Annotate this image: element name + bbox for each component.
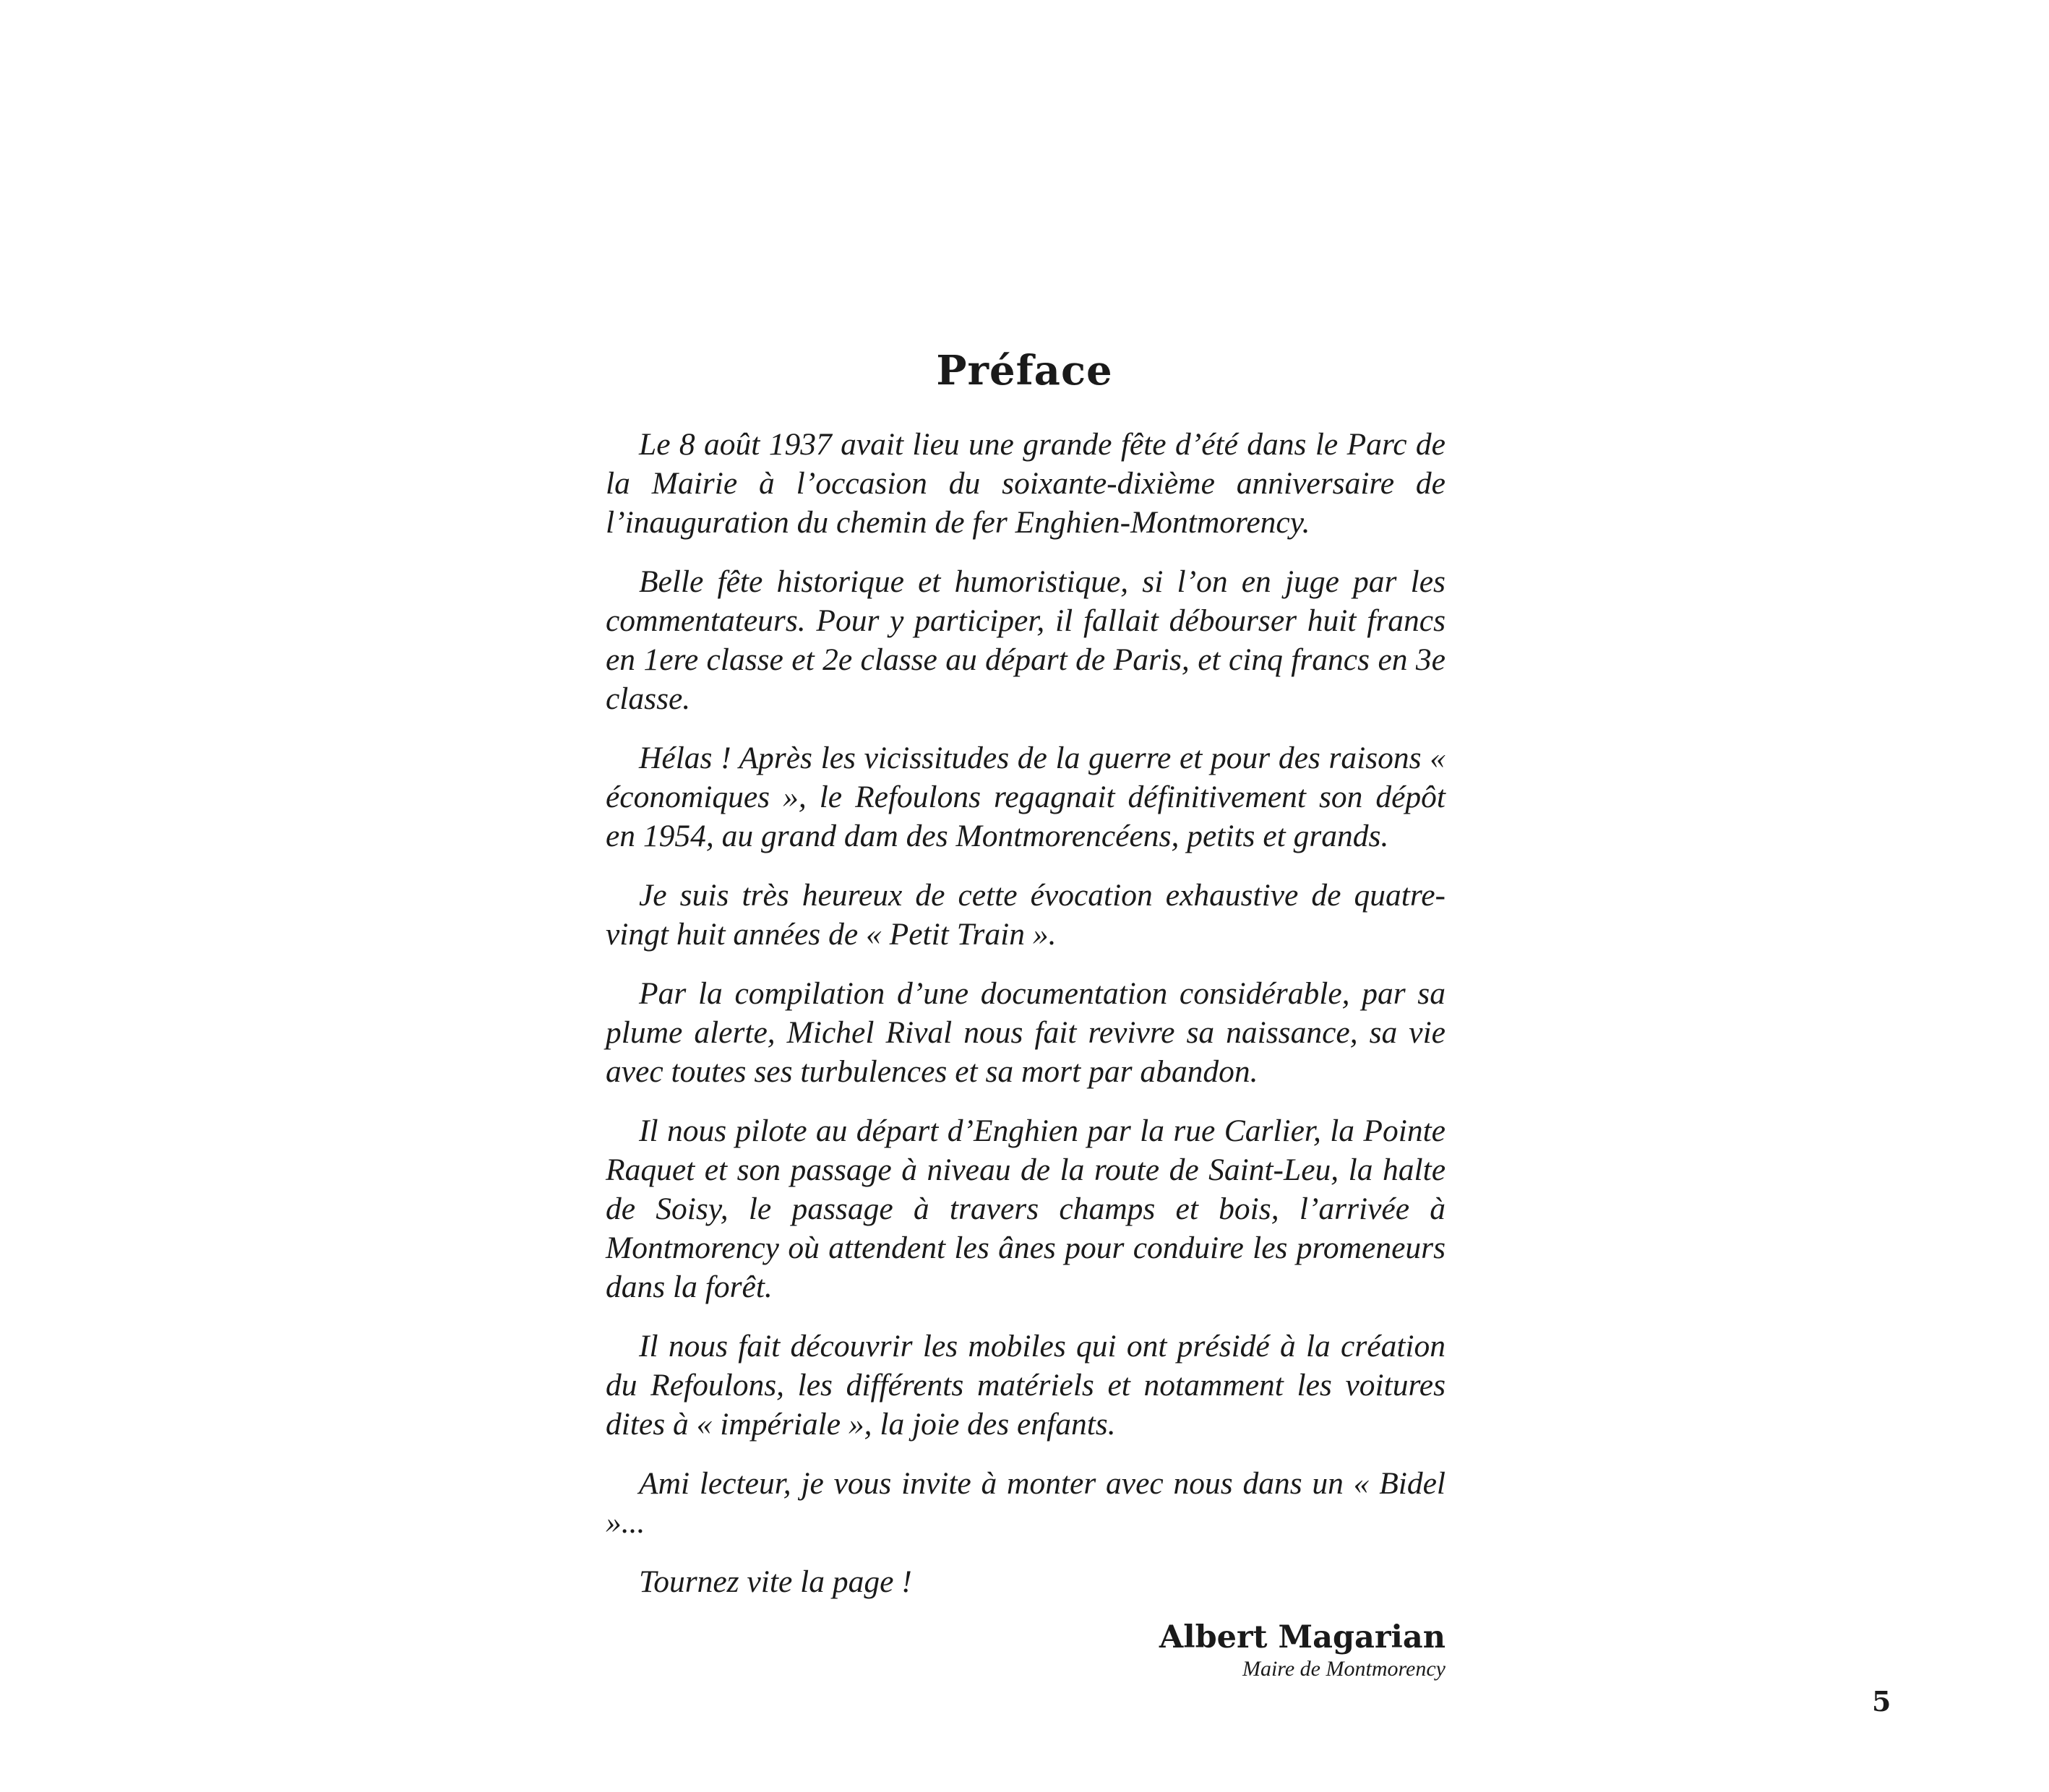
- preface-body: [606, 425, 1446, 1621]
- paragraph-5: Par la compilation d’une documentation considérable, par sa plume alerte, Michel Rival nous fait revivre sa naissance, sa vie avec toutes ses turbulences et sa mort par abandon.: [606, 976, 1446, 1089]
- signature-name: Albert Magarian: [1159, 1619, 1446, 1655]
- page-number: 5: [1872, 1685, 1891, 1718]
- paragraph-7: Il nous fait découvrir les mobiles qui ont présidé à la création du Refoulons, les différents matériels et notamment les voitures dites à « impériale », la joie des enfants.: [606, 1329, 1446, 1442]
- paragraph-4: Je suis très heureux de cette évocation exhaustive de quatre-vingt huit années de « Petit Train ».: [606, 878, 1446, 952]
- page-title: Préface: [936, 347, 1113, 395]
- paragraph-9: Tournez vite la page !: [639, 1564, 912, 1599]
- paragraph-8: Ami lecteur, je vous invite à monter avec nous dans un « Bidel »...: [606, 1466, 1446, 1540]
- paragraph-1: Le 8 août 1937 avait lieu une grande fête d’été dans le Parc de la Mairie à l’occasion du soixante-dixième anniversaire de l’inauguration du chemin de fer Enghien-Montmorency.: [606, 427, 1446, 540]
- paragraph-2: Belle fête historique et humoristique, si l’on en juge par les commentateurs. Pour y participer, il fallait débourser huit francs en 1ere classe et 2e classe au départ de Paris, et cinq francs en 3e classe.: [606, 564, 1446, 716]
- signature-role: Maire de Montmorency: [1242, 1657, 1446, 1681]
- paragraph-6: Il nous pilote au départ d’Enghien par la rue Carlier, la Pointe Raquet et son passage à niveau de la route de Saint-Leu, la halte de Soisy, le passage à travers champs et bois, l’arrivée à Montmorency où attendent les ânes pour conduire les promeneurs dans la forêt.: [606, 1113, 1446, 1304]
- paragraph-3: Hélas ! Après les vicissitudes de la guerre et pour des raisons « économiques », le Refoulons regagnait définitivement son dépôt en 1954, au grand dam des Montmorencéens, petits et grands.: [606, 741, 1446, 853]
- signature-block: [1159, 1619, 1446, 1682]
